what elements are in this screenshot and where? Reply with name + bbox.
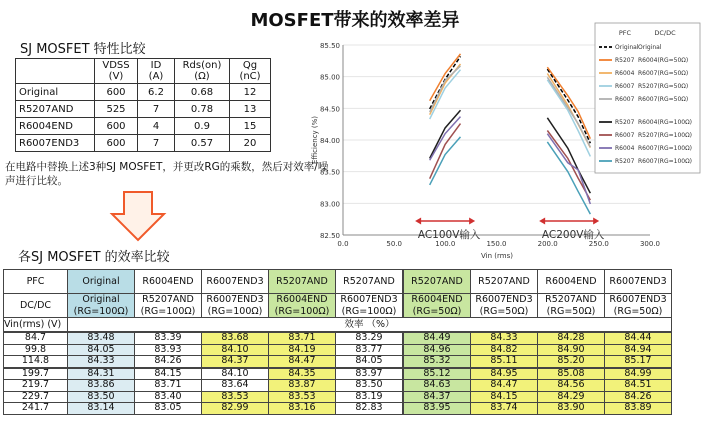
efficiency-value: 85.32 [403,356,471,368]
efficiency-value: 84.33 [471,332,538,344]
dcdc-rg-value: (RG=100Ω) [73,305,129,317]
spec-value: 0.68 [175,84,230,101]
spec-value: 525 [95,101,138,118]
x-axis-label: Vin (rms) [481,252,513,260]
efficiency-value: 84.10 [202,368,269,380]
efficiency-label: 效率 （%） [68,318,672,333]
dcdc-device [135,294,202,318]
dcdc-device [269,294,336,318]
efficiency-value: 83.71 [135,380,202,392]
legend-dcdc: R6004(RG=100Ω) [638,119,693,126]
spec-value: 12 [230,84,271,101]
efficiency-value: 84.37 [403,391,471,403]
dcdc-device-name: R5207AND [142,294,194,305]
legend-pfc: Original [615,44,639,51]
efficiency-value: 84.19 [269,344,336,356]
dcdc-rg-value: (RG=50Ω) [613,305,663,317]
table-row [4,380,672,392]
dcdc-device-name: R6007END3 [340,294,398,305]
x-tick-label: 300.0 [639,240,661,248]
y-tick-label: 84.00 [319,137,340,145]
legend-pfc: R5207 [615,119,635,126]
efficiency-value: 84.15 [471,391,538,403]
spec-value: 0.57 [175,135,230,152]
dcdc-rg-value: (RG=50Ω) [412,305,462,317]
efficiency-value: 83.53 [202,391,269,403]
spec-row [16,84,271,101]
pfc-label: PFC [4,270,68,294]
dcdc-device-name: R6004END [411,294,463,305]
efficiency-value: 84.99 [605,368,672,380]
legend-dcdc: R6004(RG=50Ω) [638,57,689,64]
spec-device-name: R6007END3 [16,135,95,152]
spec-row [16,101,271,118]
efficiency-value: 83.50 [68,391,135,403]
vin-value: 99.8 [4,344,68,356]
efficiency-value: 83.50 [336,380,404,392]
efficiency-value: 83.19 [336,391,404,403]
page-title: MOSFET带来的效率差异 [250,10,460,31]
legend-pfc: R6004 [615,145,635,152]
efficiency-value: 84.47 [269,356,336,368]
efficiency-value: 84.47 [471,380,538,392]
spec-device-name: R5207AND [16,101,95,118]
dcdc-device [202,294,269,318]
efficiency-value: 83.05 [135,403,202,415]
spec-value: 20 [230,135,271,152]
dcdc-device [471,294,538,318]
vin-value: 219.7 [4,380,68,392]
efficiency-value: 84.35 [269,368,336,380]
dcdc-label: DC/DC [4,294,68,318]
dcdc-rg-value: (RG=50Ω) [479,305,529,317]
efficiency-value: 83.97 [336,368,404,380]
efficiency-value: 84.94 [605,344,672,356]
table-row [4,368,672,380]
table-row [4,403,672,415]
efficiency-value: 83.95 [403,403,471,415]
arrow-head-left [415,218,421,225]
efficiency-value: 83.74 [471,403,538,415]
efficiency-value: 83.89 [605,403,672,415]
efficiency-value: 84.31 [68,368,135,380]
spec-header-cell: VDSS (V) [95,59,138,84]
dcdc-device [336,294,404,318]
efficiency-value: 82.83 [336,403,404,415]
x-tick-label: 150.0 [486,240,507,248]
spec-heading: SJ MOSFET 特性比较 [20,42,146,57]
spec-header-cell [16,59,95,84]
y-tick-label: 82.50 [319,232,340,240]
table-row [4,344,672,356]
dcdc-rg-value: (RG=100Ω) [140,305,196,317]
spec-header-cell: Qg (nC) [230,59,271,84]
y-tick-label: 85.00 [319,73,340,82]
y-tick-label: 83.00 [319,200,340,209]
spec-value: 4 [138,118,175,135]
efficiency-value: 84.56 [538,380,605,392]
dcdc-rg-value: (RG=100Ω) [341,305,397,317]
x-tick-label: 50.0 [386,240,402,248]
efficiency-value: 84.82 [471,344,538,356]
efficiency-value: 82.99 [202,403,269,415]
vin-label: Vin(rms) (V) [4,318,68,333]
efficiency-value: 85.08 [538,368,605,380]
spec-value: 600 [95,135,138,152]
efficiency-value: 83.39 [135,332,202,344]
spec-value: 7 [138,101,175,118]
spec-row [16,118,271,135]
dcdc-device [68,294,135,318]
pfc-device: R6004END [135,270,202,294]
efficiency-value: 83.93 [135,344,202,356]
efficiency-value: 83.16 [269,403,336,415]
efficiency-value: 83.14 [68,403,135,415]
legend-pfc: R5207 [615,57,635,64]
dcdc-rg-value: (RG=100Ω) [274,305,330,317]
series-line [430,54,461,101]
efficiency-chart [305,29,705,260]
legend-dcdc: R5207(RG=100Ω) [638,132,693,139]
efficiency-value: 84.90 [538,344,605,356]
y-axis-label: Efficiency (%) [311,115,319,165]
spec-value: 13 [230,101,271,118]
efficiency-value: 84.49 [403,332,471,344]
table-row [4,332,672,344]
pfc-device: R5207AND [403,270,471,294]
efficiency-value: 83.64 [202,380,269,392]
pfc-device: Original [68,270,135,294]
efficiency-value: 84.63 [403,380,471,392]
legend-pfc: R6007 [615,83,635,90]
efficiency-value: 83.86 [68,380,135,392]
pfc-device: R5207AND [336,270,404,294]
efficiency-value: 83.71 [269,332,336,344]
efficiency-value: 85.17 [605,356,672,368]
efficiency-value: 84.29 [538,391,605,403]
series-line [547,131,590,201]
dcdc-rg-value: (RG=50Ω) [546,305,596,317]
x-tick-label: 250.0 [588,240,609,248]
arrow-head-right [593,218,599,225]
spec-value: 600 [95,84,138,101]
efficiency-value: 84.26 [135,356,202,368]
efficiency-value: 84.05 [68,344,135,356]
series-line [547,118,590,193]
legend-dcdc: R5207(RG=50Ω) [638,83,689,90]
vin-value: 84.7 [4,332,68,344]
dcdc-device [538,294,605,318]
x-tick-label: 200.0 [537,240,558,248]
legend-header: DC/DC [654,29,676,37]
legend-pfc: R6007 [615,132,635,139]
efficiency-value: 84.37 [202,356,269,368]
efficiency-value: 84.51 [605,380,672,392]
table-row [4,391,672,403]
pfc-device: R6007END3 [605,270,672,294]
legend-pfc: R5207 [615,158,635,165]
efficiency-value: 83.68 [202,332,269,344]
dcdc-device-name: R5207AND [545,294,597,305]
spec-value: 0.78 [175,101,230,118]
arrow-head-left [539,218,545,225]
legend-dcdc: R6007(RG=100Ω) [638,145,693,152]
dcdc-device [403,294,471,318]
pfc-device: R5207AND [471,270,538,294]
note-text: 在电路中替换上述3种SJ MOSFET，并更改RG的乘数，然后对效率/噪声进行比较。 [5,161,329,187]
efficiency-value: 83.90 [538,403,605,415]
legend-dcdc: R6007(RG=50Ω) [638,96,689,103]
spec-row [16,135,271,152]
vin-value: 114.8 [4,356,68,368]
efficiency-value: 83.40 [135,391,202,403]
vin-value: 199.7 [4,368,68,380]
efficiency-value: 83.53 [269,391,336,403]
efficiency-value: 85.20 [538,356,605,368]
spec-device-name: Original [16,84,95,101]
pfc-device: R5207AND [269,270,336,294]
down-arrow-icon [110,190,166,242]
efficiency-value: 84.33 [68,356,135,368]
efficiency-value: 83.29 [336,332,404,344]
efficiency-value: 84.96 [403,344,471,356]
efficiency-table [3,269,672,415]
y-tick-label: 83.50 [319,168,340,177]
legend-pfc: R6004 [615,70,635,77]
spec-table [15,58,271,152]
x-tick-label: 0.0 [337,240,349,248]
legend-header: PFC [618,29,632,37]
range-annotation: AC100V输入 [417,229,481,241]
dcdc-device-name: R6007END3 [609,294,667,305]
efficiency-value: 85.11 [471,356,538,368]
efficiency-value: 83.48 [68,332,135,344]
range-annotation: AC200V输入 [541,229,605,241]
efficiency-value: 85.12 [403,368,471,380]
efficiency-value: 84.15 [135,368,202,380]
dcdc-device-name: R6007END3 [206,294,264,305]
pfc-device: R6007END3 [202,270,269,294]
legend-pfc: R6007 [615,96,635,103]
arrow-head-right [469,218,475,225]
legend-dcdc: R6007(RG=50Ω) [638,70,689,77]
spec-header-cell: Rds(on) (Ω) [175,59,230,84]
efficiency-value: 84.44 [605,332,672,344]
y-tick-label: 84.50 [319,105,340,114]
dcdc-device-name: Original [82,294,120,305]
table-row [4,356,672,368]
dcdc-device-name: R6004END [276,294,328,305]
result-heading: 各SJ MOSFET 的效率比较 [18,250,170,265]
efficiency-value: 84.10 [202,344,269,356]
vin-value: 241.7 [4,403,68,415]
efficiency-value: 84.28 [538,332,605,344]
spec-value: 600 [95,118,138,135]
efficiency-value: 83.87 [269,380,336,392]
dcdc-device-name: R6007END3 [475,294,533,305]
spec-value: 0.9 [175,118,230,135]
spec-value: 15 [230,118,271,135]
vin-value: 229.7 [4,391,68,403]
y-tick-label: 85.50 [319,42,340,50]
spec-device-name: R6004END [16,118,95,135]
spec-value: 6.2 [138,84,175,101]
efficiency-value: 83.77 [336,344,404,356]
pfc-device: R6004END [538,270,605,294]
legend-dcdc: R6007(RG=100Ω) [638,158,693,165]
series-line [547,80,590,157]
spec-value: 7 [138,135,175,152]
x-tick-label: 100.0 [435,240,456,248]
efficiency-value: 84.26 [605,391,672,403]
efficiency-value: 84.95 [471,368,538,380]
dcdc-rg-value: (RG=100Ω) [207,305,263,317]
spec-header-cell: ID (A) [138,59,175,84]
legend-dcdc: Original [638,44,662,51]
dcdc-device [605,294,672,318]
efficiency-value: 84.05 [336,356,404,368]
